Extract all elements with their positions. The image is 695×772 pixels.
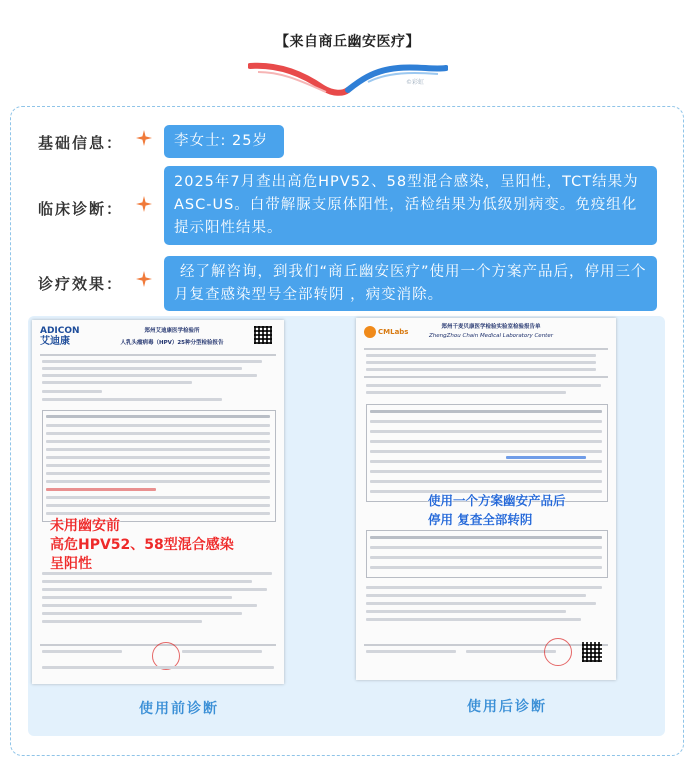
after-overlay-line-1: 使用一个方案幽安产品后 [428,493,566,508]
basic-info-label: 基础信息： [38,134,124,152]
after-caption: 使用后诊断 [467,699,547,715]
treatment-effect-label: 诊疗效果： [38,275,124,293]
clinical-diagnosis-label: 临床诊断： [38,200,124,218]
qr-code-icon [582,642,602,662]
before-overlay-line-3: 呈阳性 [50,556,92,572]
cmlabs-logo-icon [364,326,376,338]
before-overlay-line-2: 高危HPV52、58型混合感染 [50,537,234,553]
page-title: 【来自商丘幽安医疗】 [275,34,420,50]
sparkle-icon [136,196,152,212]
before-report-image [32,320,284,684]
before-report-title-2: 人乳头瘤病毒（HPV）25种分型检验报告 [120,340,224,346]
treatment-effect-bubble: 经了解咨询，到我们“商丘幽安医疗”使用一个方案产品后，停用三个月复查感染型号全部转阴 ，病变消除。 [164,256,657,311]
after-report-title-2: ZhengZhou Chain Medical Laboratory Center [429,333,553,339]
ribbon-mark: ©彩虹 [406,79,425,86]
before-overlay-text [50,517,234,574]
before-caption: 使用前诊断 [139,701,219,717]
seal-stamp [544,638,572,666]
after-report-title-1: 郑州千麦贝康医学检验实验室检验报告单 [441,324,541,330]
adicon-logo-cn: 艾迪康 [40,336,70,347]
adicon-logo-en: ADICON [40,326,80,336]
ribbon-decoration [248,60,448,100]
clinical-diagnosis-bubble: 2025年7月查出高危HPV52、58型混合感染，呈阳性，TCT结果为ASC-US。白带解脲支原体阳性，活检结果为低级别病变。免疫组化提示阳性结果。 [164,166,657,245]
after-overlay-text [428,491,566,529]
qr-code-icon [254,326,272,344]
cmlabs-logo: CMLabs [378,328,409,336]
result-table [366,404,608,502]
before-overlay-line-1: 未用幽安前 [50,518,120,534]
sparkle-icon [136,130,152,146]
sparkle-icon [136,271,152,287]
after-overlay-line-2: 停用 复查全部转阴 [428,512,533,527]
basic-info-bubble: 李女士: 25岁 [164,125,284,158]
before-report-title-1: 郑州艾迪康医学检验所 [144,328,200,334]
